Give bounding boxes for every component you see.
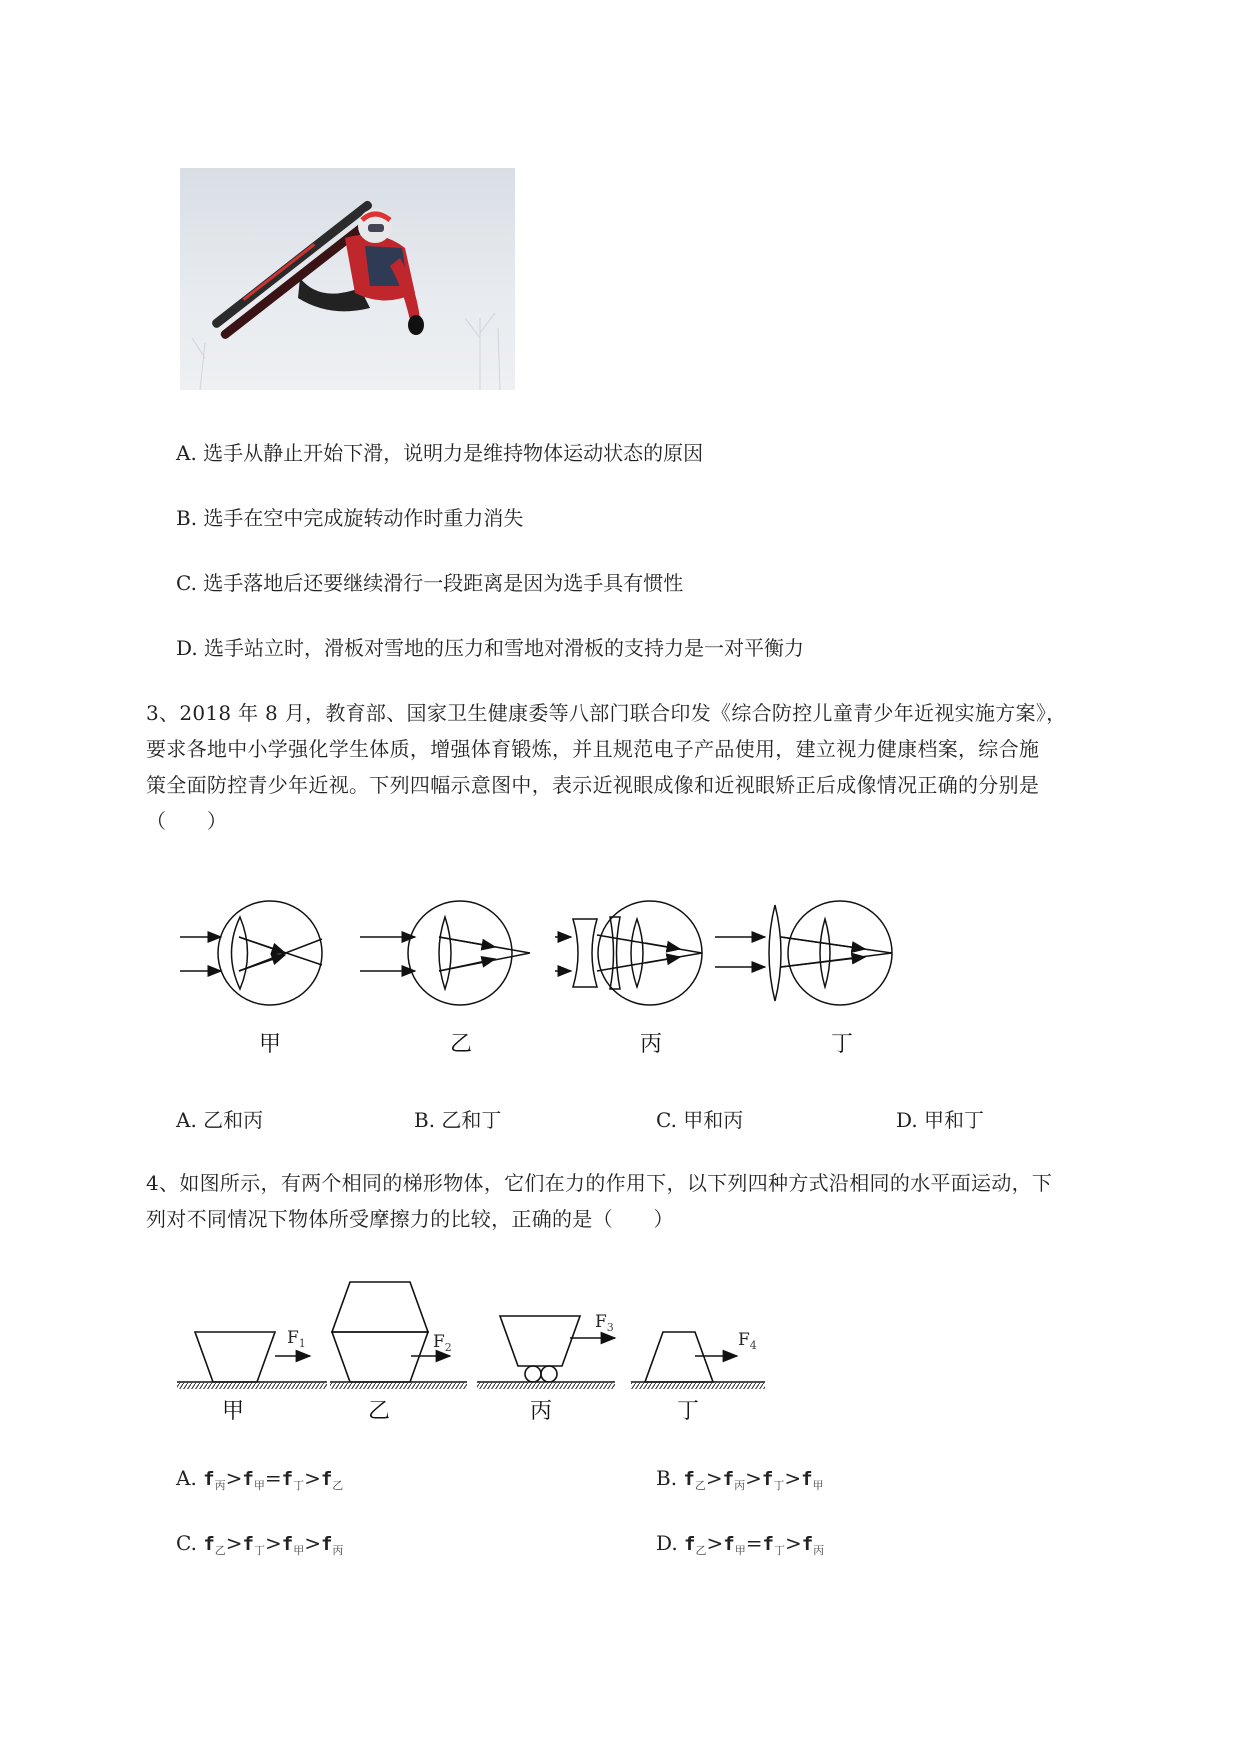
eye-label-jia: 甲 [259,1032,282,1057]
force-label-f4: $F_4$ [738,1330,757,1352]
eye-jia [180,901,322,1005]
q4-option-a: A. $f_丙>f_甲=f_丁>f_乙$ [176,1466,344,1492]
eye-yi [360,901,530,1005]
force-label-f1: $F_1$ [287,1328,306,1350]
friction-diagram-svg [175,1270,775,1390]
q3-line-4: （ ） [146,809,228,833]
q4-option-c: C. $f_乙>f_丁>f_甲>f_丙$ [176,1531,344,1557]
eye-diagrams [175,895,955,1065]
q3-line-3: 策全面防控青少年近视。下列四幅示意图中，表示近视眼成像和近视眼矫正后成像情况正确的分别是 [146,773,1040,797]
eye-label-yi: 乙 [450,1032,473,1057]
friction-label-bing: 丙 [530,1399,553,1424]
eye-label-ding: 丁 [831,1032,854,1057]
skier-photo [180,168,515,390]
eye-ding [715,901,892,1005]
q3-stem [146,695,1066,839]
q2-option-b: B. 选手在空中完成旋转动作时重力消失 [176,506,524,530]
q4-line-2: 列对不同情况下物体所受摩擦力的比较，正确的是（ ） [146,1207,674,1231]
q2-option-c: C. 选手落地后还要继续滑行一段距离是因为选手具有惯性 [176,571,684,595]
friction-label-ding: 丁 [677,1399,700,1424]
eye-diagram-svg [175,895,955,1025]
q3-line-2: 要求各地中小学强化学生体质，增强体育锻炼，并且规范电子产品使用，建立视力健康档案，综合施 [146,737,1040,761]
skier-illustration [180,168,515,390]
eye-label-bing: 丙 [640,1032,663,1057]
q3-option-a: A. 乙和丙 [176,1108,264,1132]
q3-line-1: 3、2018 年 8 月，教育部、国家卫生健康委等八部门联合印发《综合防控儿童青少年近视实施方案》， [146,701,1067,725]
q3-option-d: D. 甲和丁 [896,1108,985,1132]
eye-bing [555,901,702,1005]
q4-option-d: D. $f_乙>f_甲=f_丁>f_丙$ [656,1531,825,1557]
q4-stem [146,1165,1052,1237]
block-jia [195,1332,275,1382]
q2-option-a: A. 选手从静止开始下滑，说明力是维持物体运动状态的原因 [176,441,704,465]
friction-diagrams [175,1270,775,1430]
q4-option-b: B. $f_乙>f_丙>f_丁>f_甲$ [656,1466,824,1492]
q4-line-1: 4、如图所示，有两个相同的梯形物体，它们在力的作用下，以下列四种方式沿相同的水平面运动，下 [146,1171,1053,1195]
friction-label-yi: 乙 [368,1399,391,1424]
friction-label-jia: 甲 [222,1399,245,1424]
force-label-f2: $F_2$ [433,1332,452,1354]
force-label-f3: $F_3$ [595,1312,614,1334]
q2-option-d: D. 选手站立时，滑板对雪地的压力和雪地对滑板的支持力是一对平衡力 [176,636,805,660]
q3-option-b: B. 乙和丁 [414,1108,502,1132]
q3-option-c: C. 甲和丙 [656,1108,744,1132]
